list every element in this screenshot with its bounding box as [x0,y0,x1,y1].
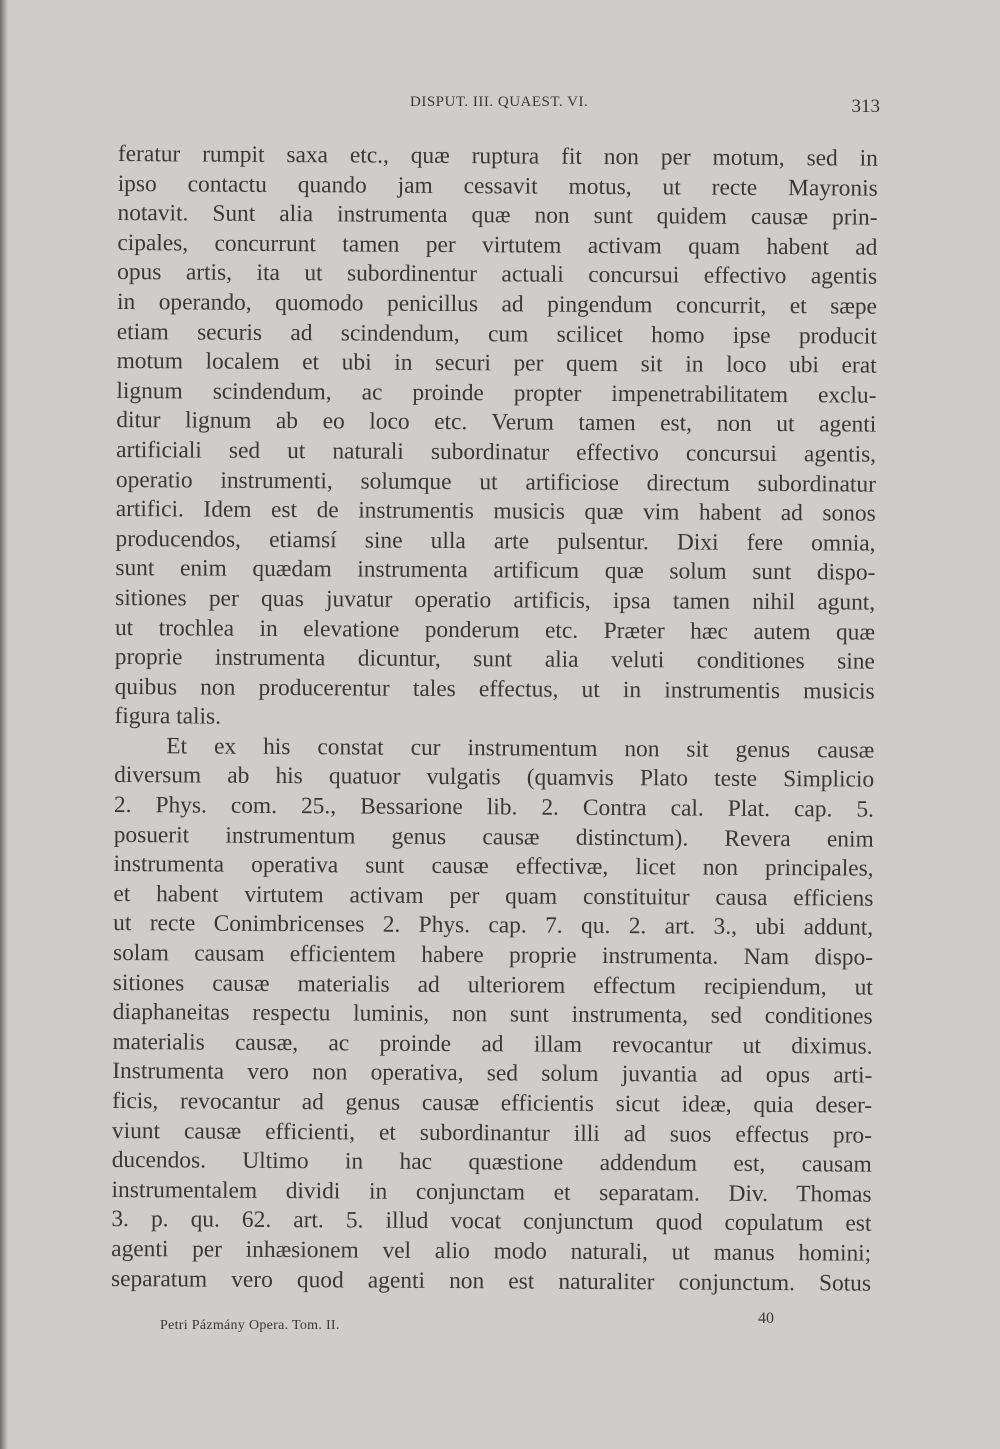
text-line: instrumenta operativa sunt causæ effectivæ, licet non principales, [113,851,874,882]
text-line: 2. Phys. com. 25., Bessarione lib. 2. Contra cal. Plat. cap. 5. [113,792,875,823]
text-line: solam causam efficientem habere proprie instrumenta. Nam dispo- [112,940,874,971]
page-header [118,88,882,118]
text-line: ficis, revocantur ad genus causæ efficientis sicut ideæ, quia deser- [112,1087,873,1119]
text-line: posuerit instrumentum genus causæ distinctum). Revera enim [113,821,874,853]
page-edge [0,0,8,1449]
text-line: diversum ab his quatuor vulgatis (quamvis Plato teste Simplicio [114,762,875,794]
page-footer [160,1310,880,1340]
text-line: operatio instrumenti, solumque ut artificiose directum subordinatur [115,466,876,498]
text-line: 3. p. qu. 62. art. 5. illud vocat conjunctum quod copulatum est [111,1206,872,1237]
text-line: ipso contactu quando jam cessavit motus, ut recte Mayronis [117,170,878,202]
text-line: artificiali sed ut naturali subordinatur effectivo concursui agentis, [116,436,877,468]
text-line: sunt enim quædam instrumenta artificum quæ solum sunt dispo- [115,555,876,586]
text-line: viunt causæ efficienti, et subordinantur illi ad suos effectus pro- [111,1117,873,1149]
text-line: motum localem et ubi in securi per quem sit in loco ubi erat [116,348,877,379]
text-line: sitiones per quas juvatur operatio artificis, ipsa tamen nihil agunt, [115,584,876,616]
text-line: feratur rumpit saxa etc., quæ ruptura fit non per motum, sed in [117,140,878,172]
text-line: agenti per inhæsionem vel alio modo naturali, ut manus homini; [111,1235,872,1267]
text-line: cipales, concurrunt tamen per virtutem activam quam habent ad [117,229,878,261]
text-line: opus artis, ita ut subordinentur actuali concursui effectivo agentis [117,259,878,291]
signature-number: 40 [758,1310,774,1327]
text-line: separatum vero quod agenti non est naturaliter conjunctum. Sotus [110,1265,872,1297]
text-line: etiam securis ad scindendum, cum scilicet homo ipse producit [116,318,877,350]
running-title: DISPUT. III. QUAEST. VI. [410,94,589,110]
text-line: et habent virtutem activam per quam constituitur causa efficiens [113,880,874,912]
text-line: in operando, quomodo penicillus ad pingendum concurrit, et sæpe [116,288,878,320]
text-line: diaphaneitas respectu luminis, non sunt instrumenta, sed conditiones [112,999,873,1030]
text-line: proprie instrumenta dicuntur, sunt alia veluti conditiones sine [114,644,875,675]
text-line: artifici. Idem est de instrumentis musicis quæ vim habent ad sonos [115,496,876,527]
text-line: figura talis. [114,703,222,730]
text-line: lignum scindendum, ac proinde propter impenetrabilitatem exclu- [116,377,877,409]
text-line: quibus non producerentur tales effectus, ut in instrumentis musicis [114,673,875,705]
text-line: ut recte Conimbricenses 2. Phys. cap. 7. qu. 2. art. 3., ubi addunt, [113,910,874,942]
text-line: ducendos. Ultimo in hac quæstione addendum est, causam [111,1147,872,1178]
text-line: ditur lignum ab eo loco etc. Verum tamen est, non ut agenti [116,407,877,438]
text-line: instrumentalem dividi in conjunctam et separatam. Div. Thomas [111,1176,872,1208]
text-line: materialis causæ, ac proinde ad illam revocantur ut diximus. [112,1028,873,1060]
footer-signature: Petri Pázmány Opera. Tom. II. [160,1318,340,1333]
text-line: Instrumenta vero non operativa, sed solum juvantia ad opus arti- [112,1058,873,1090]
page-number: 313 [851,96,880,117]
text-line: notavit. Sunt alia instrumenta quæ non sunt quidem causæ prin- [117,200,878,231]
text-line: ut trochlea in elevatione ponderum etc. Præter hæc autem quæ [114,614,876,646]
text-line: producendos, etiamsí sine ulla arte pulsentur. Dixi fere omnia, [115,525,876,557]
paragraph-start-line: Et ex his constat cur instrumentum non sit genus causæ [166,733,875,764]
text-line: sitiones causæ materialis ad ulteriorem effectum recipiendum, ut [112,969,873,1001]
body-text [111,140,878,1299]
